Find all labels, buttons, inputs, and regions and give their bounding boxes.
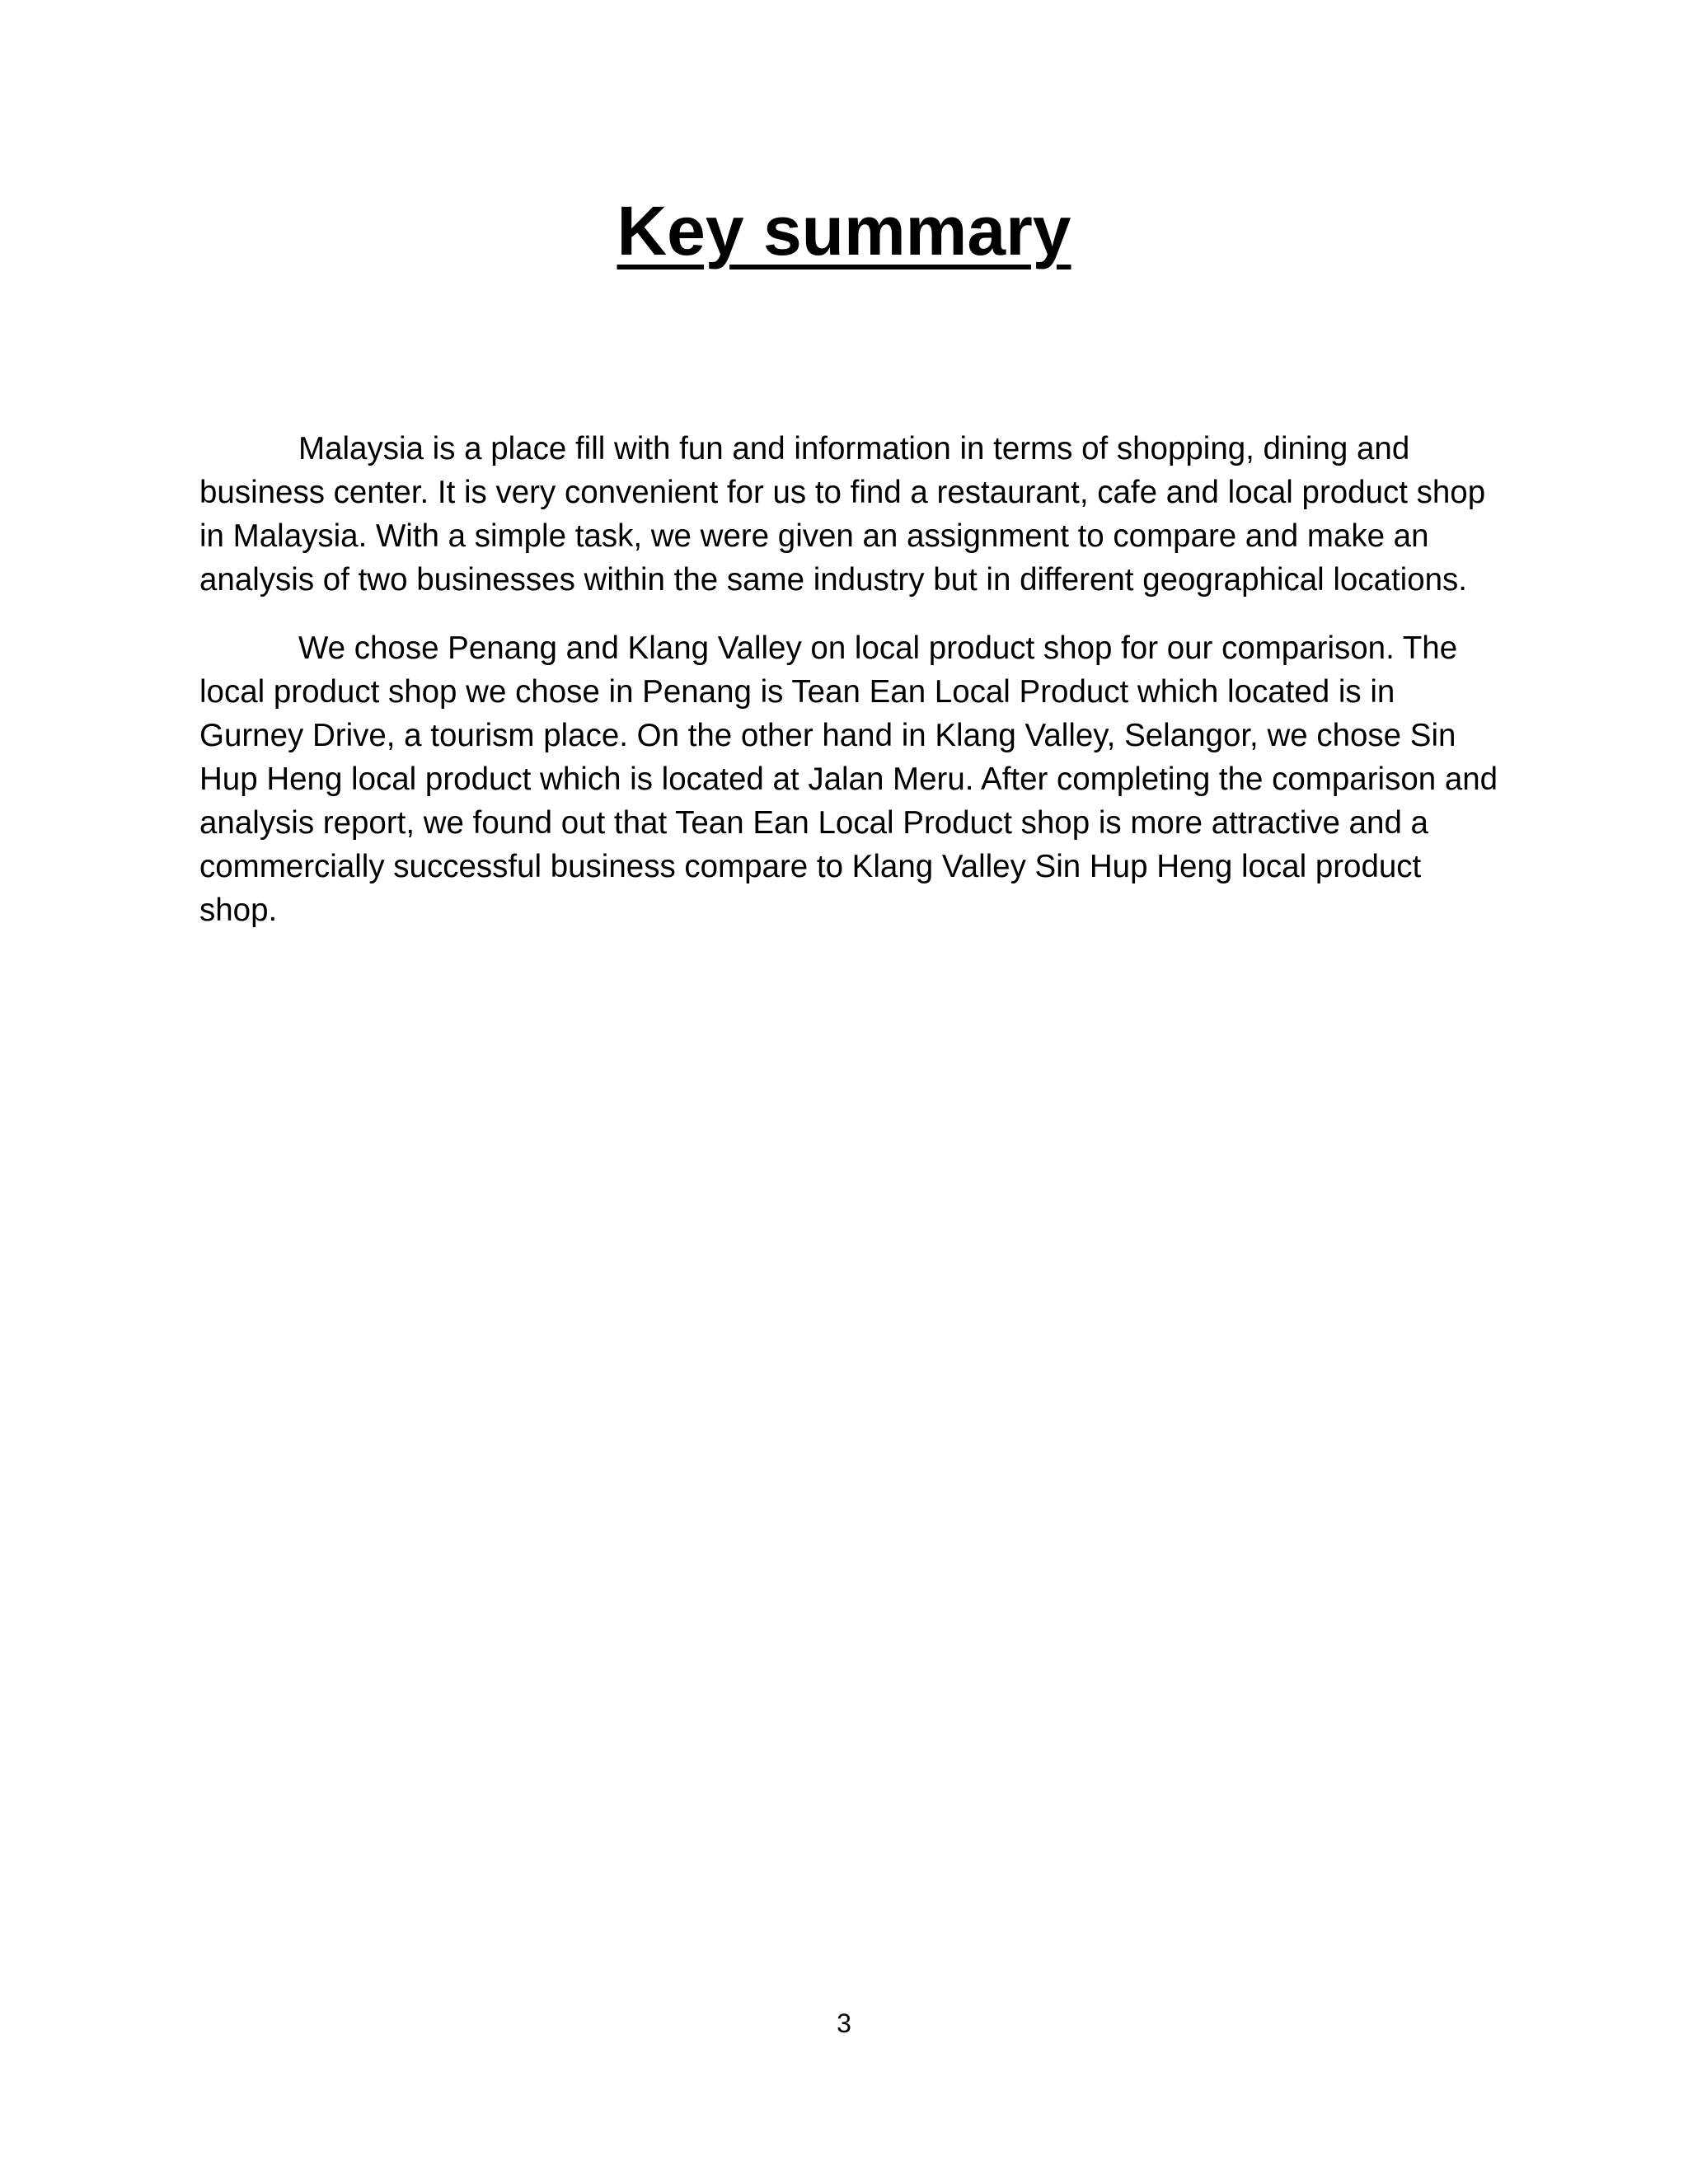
summary-paragraph-2: We chose Penang and Klang Valley on local product shop for our comparison. The local product shop we chose in Penang is Tean Ean Local Product which located is in Gurney Drive, a tourism place. On the other hand in Klang Valley, Selangor, we chose Sin Hup Heng local product which is located at Jalan Meru. After completing the comparison and analysis report, we found out that Tean Ean Local Product shop is more attractive and a commercially successful business compare to Klang Valley Sin Hup Heng local product shop. [199,630,1498,928]
page-title-text: Key summary [617,192,1071,269]
page-title [0,190,1688,272]
page-number: 3 [837,2008,851,2038]
summary-paragraph-1: Malaysia is a place fill with fun and information in terms of shopping, dining and business center. It is very convenient for us to find a restaurant, cafe and local product shop in Malaysia. With a simple task, we were given an assignment to compare and make an analysis of two businesses within the same industry but in different geographical locations. [199,431,1486,598]
summary-body [199,427,1506,957]
